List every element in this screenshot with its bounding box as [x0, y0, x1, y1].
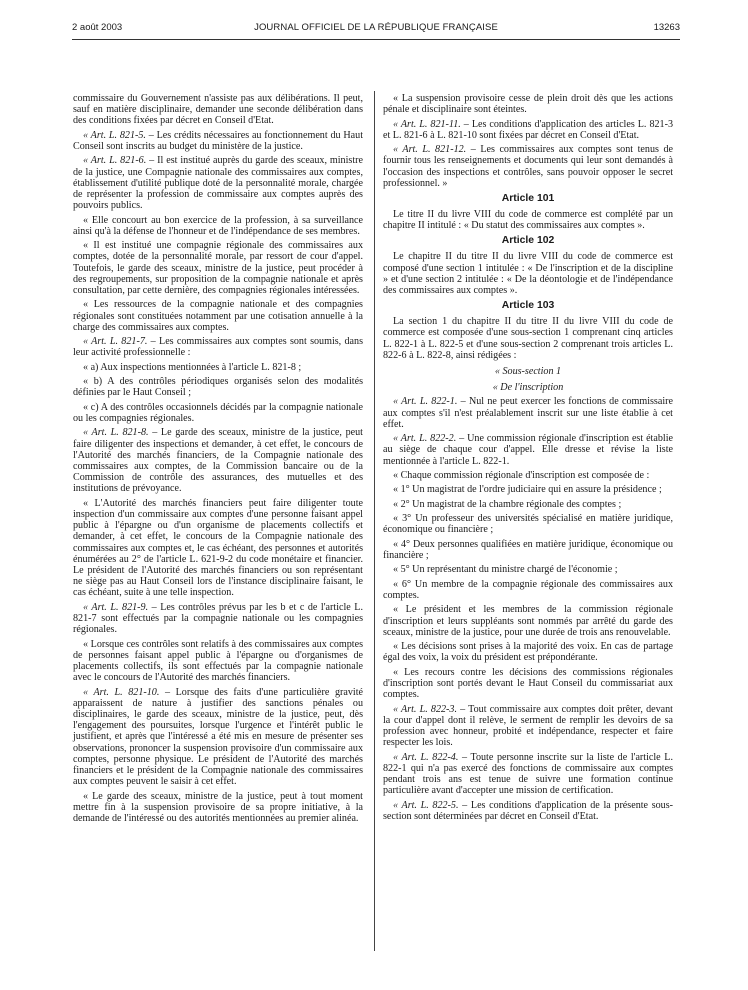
page-number: 13263 [653, 22, 680, 33]
paragraph [383, 513, 673, 535]
paragraph [73, 687, 363, 788]
paragraph [383, 579, 673, 601]
paragraph [73, 240, 363, 296]
paragraph-text: « 4° Deux personnes qualifiées en matière juridique, économique ou financière ; [383, 538, 673, 561]
paragraph-text: « Lorsque ces contrôles sont relatifs à des commissaires aux comptes de personnes faisant appel public à l'épargne ou d'organismes de placements collectifs, ils sont effectués par la compagnie nationale avec le concours de l'Autorité des marchés financiers. [73, 638, 363, 684]
paragraph [383, 564, 673, 575]
publication-date: 2 août 2003 [72, 22, 123, 33]
article-reference: « Art. L. 821-9. [83, 601, 149, 613]
paragraph [383, 209, 673, 231]
paragraph-text: « Le président et les membres de la commission régionale d'inscription et leurs suppléants sont nommés par arrêté du garde des sceaux, ministre de la justice, pour une durée de trois ans renouvelable. [383, 604, 673, 638]
article-heading: Article 101 [501, 193, 555, 204]
paragraph [73, 498, 363, 599]
header-rule [72, 39, 680, 40]
paragraph-text: – Les crédits nécessaires au fonctionnement du Haut Conseil sont inscrits au budget du ministère de la justice. [73, 129, 363, 152]
paragraph [383, 251, 673, 296]
paragraph [383, 119, 673, 141]
article-reference: « Art. L. 821-7. [83, 336, 148, 348]
article-reference: « Art. L. 822-4. [393, 751, 459, 763]
paragraph-text: « Les décisions sont prises à la majorité des voix. En cas de partage égal des voix, la voix du président est prépondérante. [383, 641, 673, 664]
paragraph [73, 362, 363, 373]
paragraph-text: « 6° Un membre de la compagnie régionale des commissaires aux comptes. [383, 578, 673, 601]
paragraph-text: – Tout commissaire aux comptes doit prêter, devant la cour d'appel dont il relève, le serment de remplir les devoirs de sa profession avec honneur, probité et indépendance, respecter et faire respecter les lois. [383, 703, 673, 749]
paragraph-text: « a) Aux inspections mentionnées à l'article L. 821-8 ; [83, 361, 302, 373]
paragraph [383, 396, 673, 430]
paragraph [383, 93, 673, 115]
paragraph-text: – Nul ne peut exercer les fonctions de commissaire aux comptes s'il n'est préalablement inscrit sur une liste établie à cet effet. [383, 396, 673, 430]
paragraph [383, 433, 673, 467]
paragraph-text: – Toute personne inscrite sur la liste de l'article L. 822-1 qui n'a pas exercé des fonctions de commissaire aux comptes pendant trois ans est tenue de suivre une formation continue particulière avant d'accepter une mission de certification. [383, 751, 673, 797]
article-heading: Article 103 [501, 300, 555, 312]
paragraph [73, 427, 363, 494]
paragraph-text: « La suspension provisoire cesse de plein droit dès que les actions pénale et disciplinaire sont éteintes. [383, 93, 673, 116]
article-heading: Article 102 [501, 235, 555, 247]
paragraph [73, 402, 363, 424]
paragraph [73, 791, 363, 825]
paragraph-text: – Les conditions d'application des articles L. 821-3 et L. 821-6 à L. 821-10 sont fixées par décret en Conseil d'Etat. [383, 118, 673, 141]
paragraph-text: « c) A des contrôles occasionnels décidés par la compagnie nationale ou les compagnies régionales. [73, 401, 363, 424]
paragraph [73, 215, 363, 237]
paragraph [383, 752, 673, 797]
paragraph-text: « Les ressources de la compagnie nationale et des compagnies régionales sont constituées notamment par une cotisation annuelle à la charge des commissaires aux comptes. [73, 299, 363, 333]
column-divider [374, 91, 375, 951]
paragraph [383, 704, 673, 749]
article-reference: « Art. L. 821-8. [83, 427, 149, 439]
article-reference: « Art. L. 821-12. [393, 144, 467, 156]
paragraph [73, 93, 363, 127]
subsection-title: « De l'inscription [492, 382, 564, 394]
paragraph [383, 539, 673, 561]
article-reference: « Art. L. 821-11. [393, 118, 461, 130]
paragraph [73, 299, 363, 333]
paragraph [73, 639, 363, 684]
paragraph [73, 602, 363, 636]
paragraph-text: – Les conditions d'application de la présente sous-section sont déterminées par décret en Conseil d'Etat. [383, 799, 673, 822]
paragraph [383, 604, 673, 638]
paragraph [73, 130, 363, 152]
paragraph-text: – Les commissaires aux comptes sont soumis, dans leur activité professionnelle : [73, 336, 363, 359]
paragraph-text: « 5° Un représentant du ministre chargé de l'économie ; [393, 564, 618, 576]
paragraph-text: – Le garde des sceaux, ministre de la justice, peut faire diligenter des inspections et demander, à cet effet, le concours de l'Autorité des marchés financiers, de la Compagnie nationale des commissaires aux comptes, de la Commission bancaire ou de la Commission de contrôle des assurances, des mutuelles et des institutions de prévoyance. [73, 427, 363, 495]
paragraph [383, 641, 673, 663]
paragraph-text: « 2° Un magistrat de la chambre régionale des comptes ; [393, 498, 622, 510]
paragraph-text: – Une commission régionale d'inscription est établie au siège de chaque cour d'appel. Elle dresse et révise la liste mentionnée à l'article L. 822-1. [383, 433, 673, 467]
paragraph-text: Le titre II du livre VIII du code de commerce est complété par un chapitre II intitulé : « Du statut des commissaires aux comptes ». [383, 209, 673, 232]
article-reference: « Art. L. 821-10. [83, 686, 160, 698]
paragraph [73, 336, 363, 358]
paragraph-text: « 3° Un professeur des universités spécialisé en matière juridique, économique ou financière ; [383, 513, 673, 536]
article-reference: « Art. L. 821-5. [83, 129, 146, 141]
paragraph-text: « b) A des contrôles périodiques organisés selon des modalités définies par le Haut Conseil ; [73, 376, 363, 399]
article-reference: « Art. L. 822-2. [393, 433, 457, 445]
paragraph [383, 470, 673, 481]
journal-title: JOURNAL OFFICIEL DE LA RÉPUBLIQUE FRANÇAISE [254, 22, 498, 33]
article-reference: « Art. L. 822-3. [393, 703, 457, 715]
right-column [383, 93, 673, 825]
paragraph [383, 667, 673, 701]
paragraph-text: « Les recours contre les décisions des commissions régionales d'inscription sont portés devant le Haut Conseil du commissariat aux comptes. [383, 666, 673, 701]
paragraph [383, 499, 673, 510]
paragraph-text: La section 1 du chapitre II du titre II du livre VIII du code de commerce est composée d'une sous-section 1 comprenant cinq articles L. 822-1 à L. 822-5 et d'une sous-section 2 comprenant trois articles L. 822-6 à L. 822-8, ainsi rédigées : [383, 316, 673, 361]
paragraph-text: « Elle concourt au bon exercice de la profession, à sa surveillance ainsi qu'à la défense de l'honneur et de l'indépendance de ses membres. [73, 214, 363, 237]
article-reference: « Art. L. 822-5. [393, 799, 459, 811]
paragraph [383, 144, 673, 189]
paragraph-text: – Les commissaires aux comptes sont tenus de fournir tous les renseignements et documents qui leur sont demandés à l'occasion des inspections et contrôles, sans pouvoir opposer le secret professionnel. » [383, 144, 673, 189]
paragraph-text: – Les contrôles prévus par les b et c de l'article L. 821-7 sont effectués par la compagnie nationale ou les compagnies régionales. [73, 601, 363, 636]
paragraph-text: – Lorsque des faits d'une particulière gravité apparaissent de nature à justifier des sanctions pénales ou disciplinaires, le garde des sceaux, ministre de la justice, peut, dès l'engagement des poursuites, lorsque l'urgence et l'intérêt public le justifient, et après que l'intéressé a été mis en mesure de présenter ses observations, prononcer la suspension provisoire d'un commissaire aux comptes, personne physique. Le président de l'Autorité des marchés financiers et le président de la Compagnie nationale des commissaires aux comptes peuvent le saisir à cet effet. [73, 686, 363, 788]
paragraph-text: Le chapitre II du titre II du livre VIII du code de commerce est composé d'une section 1 intitulée : « De l'inscription et de la discipline » et d'une section 2 intitulée : « De la déontologie et de l'indépendance des commissaires aux comptes ». [383, 251, 673, 297]
paragraph [383, 316, 673, 361]
paragraph-text: « L'Autorité des marchés financiers peut faire diligenter toute inspection d'un commissaire aux comptes d'une personne faisant appel public à l'épargne ou d'un organisme de placements collectifs et demander, à cet effet, le concours de la Compagnie nationale des commissaires aux comptes et, le cas échéant, des personnes et autorités énumérées au 2° de l'article L. 621-9-2 du code monétaire et financier. Le président de l'Autorité des marchés financiers ou son représentant ne siège pas au Haut Conseil lors de l'instance disciplinaire faisant, le cas échéant, suite à une telle inspection. [73, 497, 363, 599]
paragraph-text: « Il est institué une compagnie régionale des commissaires aux comptes, dotée de la personnalité morale, par ressort de cour d'appel. Toutefois, le garde des sceaux, ministre de la justice, peut procéder à des regroupements, sur proposition de la compagnie nationale et après consultation, par cette dernière, des compagnies régionales intéressées. [73, 240, 363, 296]
paragraph-text: – Il est institué auprès du garde des sceaux, ministre de la justice, une Compagnie nationale des commissaires aux comptes, établissement d'utilité publique doté de la personnalité morale, chargée de représenter la profession de commissaire aux comptes auprès des pouvoirs publics. [73, 155, 363, 212]
paragraph [73, 376, 363, 398]
subsection-title: « Sous-section 1 [494, 366, 562, 378]
article-reference: « Art. L. 822-1. [393, 396, 458, 408]
paragraph [383, 800, 673, 822]
paragraph-text: « Chaque commission régionale d'inscription est composée de : [393, 470, 650, 482]
paragraph-text: « Le garde des sceaux, ministre de la justice, peut à tout moment mettre fin à la suspension provisoire de sa propre initiative, à la demande de l'intéressé ou des autorités mentionnées au premier alinéa. [73, 790, 363, 824]
paragraph [73, 155, 363, 211]
paragraph-text: « 1° Un magistrat de l'ordre judiciaire qui en assure la présidence ; [393, 484, 662, 496]
article-reference: « Art. L. 821-6. [83, 155, 147, 167]
paragraph [383, 484, 673, 495]
paragraph-text: commissaire du Gouvernement n'assiste pas aux délibérations. Il peut, sauf en matière disciplinaire, demander une seconde délibération dans des conditions fixées par décret en Conseil d'Etat. [73, 93, 363, 127]
page-header [72, 22, 680, 38]
left-column [73, 93, 363, 827]
